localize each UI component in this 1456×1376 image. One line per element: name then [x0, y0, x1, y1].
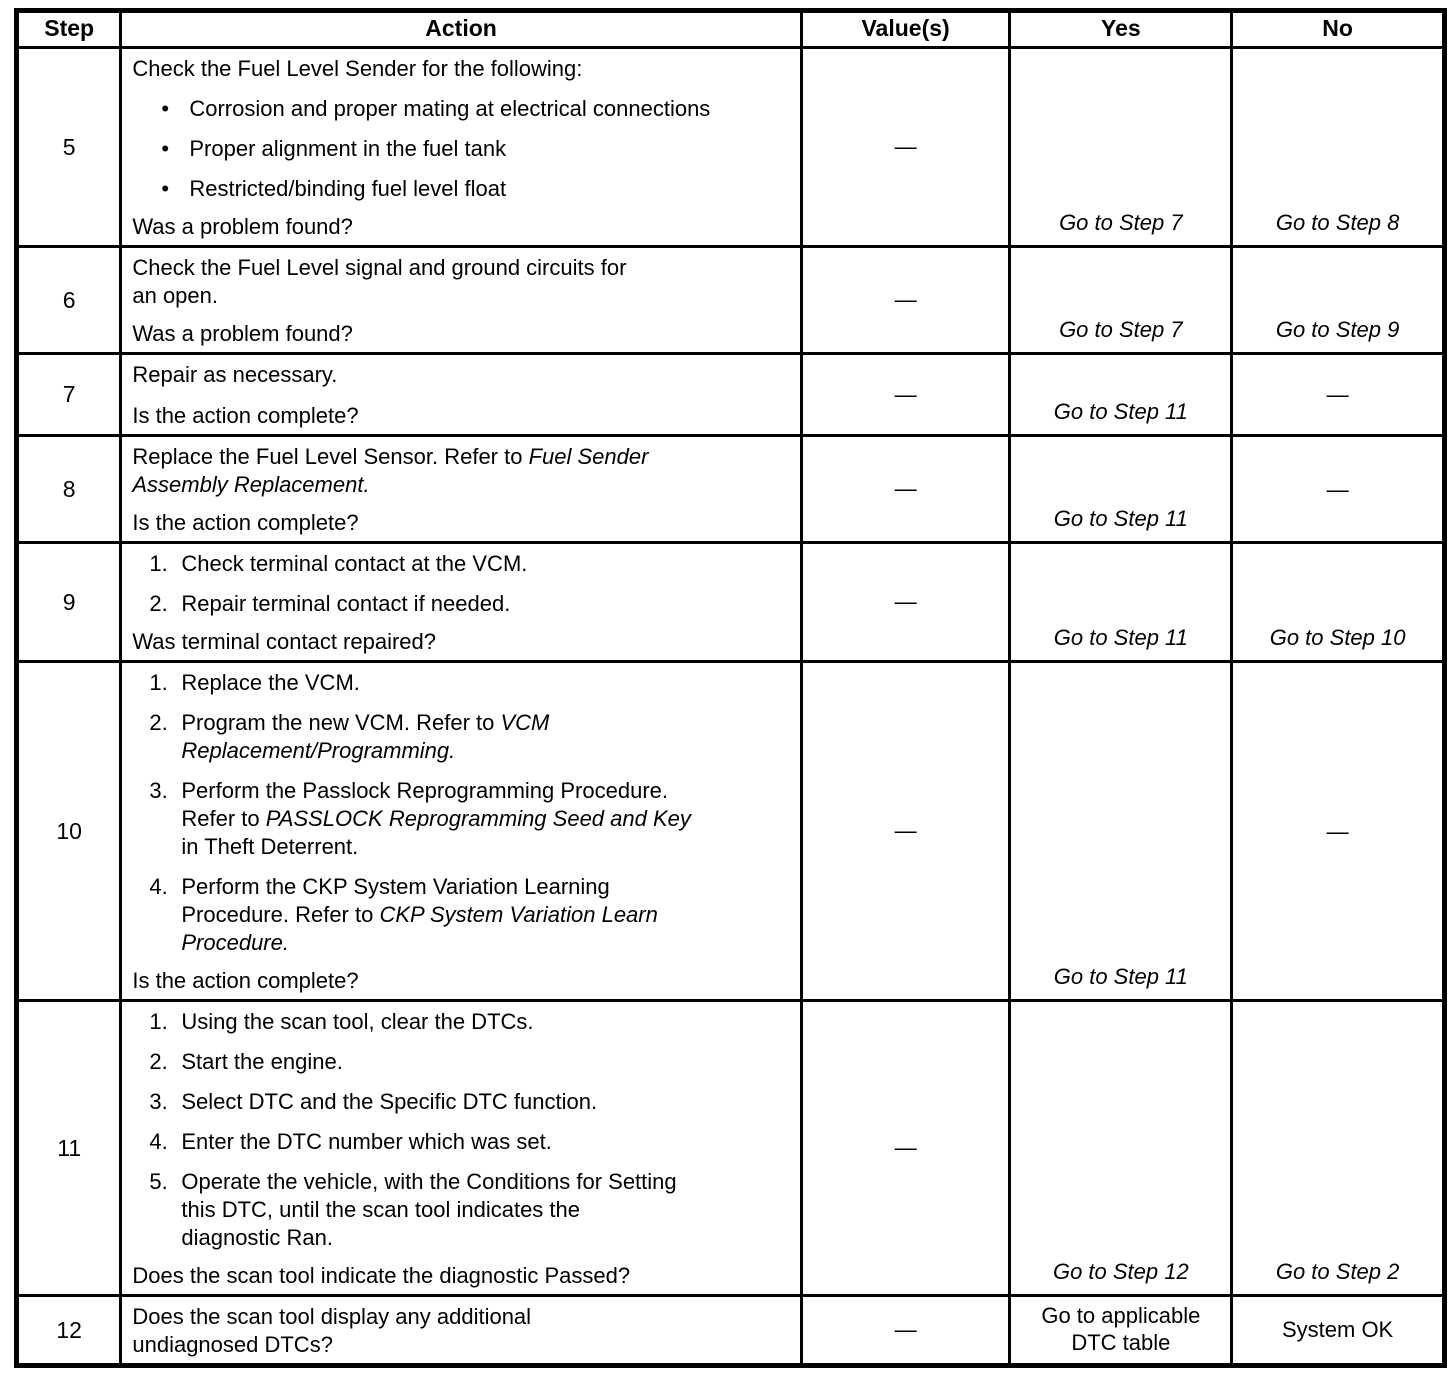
action-cell	[121, 1296, 801, 1366]
text-segment: Corrosion and proper mating at electrical connections	[189, 96, 711, 121]
bullet-icon: •	[161, 96, 170, 121]
item-text	[181, 777, 691, 861]
values-cell: —	[801, 436, 1010, 543]
yes-result-text: Go to Step 7	[1059, 210, 1183, 235]
text-segment: Replace the VCM.	[181, 670, 360, 695]
action-cell	[121, 436, 801, 543]
item-text	[181, 873, 658, 957]
table-row	[17, 662, 1445, 1001]
italic-reference-text: CKP System Variation Learn	[379, 902, 658, 927]
values-cell: —	[801, 247, 1010, 354]
col-header-yes: Yes	[1010, 11, 1232, 48]
no-cell	[1232, 48, 1445, 247]
bullet-text	[189, 95, 710, 123]
action-text	[132, 361, 791, 389]
bullet-item	[132, 135, 791, 163]
no-cell: —	[1232, 354, 1445, 436]
yes-result-text: Go to Step 12	[1052, 1259, 1189, 1284]
yes-cell	[1010, 436, 1232, 543]
table-row	[17, 436, 1445, 543]
action-blocks	[132, 669, 791, 957]
action-content	[122, 355, 799, 434]
table-header	[17, 11, 1445, 48]
item-number: 2.	[149, 591, 168, 616]
yes-result-text: Go to Step 11	[1053, 964, 1188, 989]
item-number: 5.	[149, 1169, 168, 1194]
item-number: 2.	[149, 710, 168, 735]
text-segment: Refer to	[181, 806, 266, 831]
step-cell: 6	[17, 247, 121, 354]
numbered-item	[132, 1128, 791, 1156]
italic-reference-text: VCM	[500, 710, 550, 735]
numbered-item	[132, 1168, 791, 1252]
action-cell	[121, 48, 801, 247]
item-number: 3.	[149, 778, 168, 803]
yes-cell	[1010, 247, 1232, 354]
action-blocks	[132, 443, 791, 499]
table-row	[17, 1001, 1445, 1296]
yes-cell	[1010, 1296, 1232, 1366]
numbered-item	[132, 1048, 791, 1076]
action-cell	[121, 543, 801, 662]
text-segment: in Theft Deterrent.	[181, 834, 359, 859]
item-number: 2.	[149, 1049, 168, 1074]
numbered-item	[132, 1008, 791, 1036]
header-row	[17, 11, 1445, 48]
item-text	[181, 1008, 533, 1036]
action-content	[122, 544, 799, 660]
action-question: Does the scan tool indicate the diagnostic Passed?	[132, 1263, 631, 1288]
yes-result-text: Go to applicable DTC table	[1041, 1303, 1201, 1355]
yes-result-text: Go to Step 7	[1059, 317, 1183, 342]
action-blocks	[132, 254, 791, 310]
yes-result-text: Go to Step 11	[1053, 625, 1188, 650]
text-segment: Check the Fuel Level signal and ground circuits for	[132, 255, 627, 280]
bullet-text	[189, 135, 506, 163]
col-header-step: Step	[17, 11, 121, 48]
values-cell: —	[801, 354, 1010, 436]
item-text	[181, 1088, 597, 1116]
values-cell: —	[801, 662, 1010, 1001]
item-text	[181, 1048, 342, 1076]
numbered-item	[132, 873, 791, 957]
text-segment: Repair terminal contact if needed.	[181, 591, 511, 616]
text-segment: this DTC, until the scan tool indicates the	[181, 1197, 581, 1222]
text-segment: Procedure. Refer to	[181, 902, 380, 927]
table-row	[17, 1296, 1445, 1366]
italic-reference-text: Assembly Replacement.	[132, 472, 370, 497]
yes-cell	[1010, 48, 1232, 247]
action-question: Is the action complete?	[132, 968, 359, 993]
action-blocks	[132, 1303, 791, 1359]
item-text	[181, 550, 527, 578]
table-row	[17, 543, 1445, 662]
item-number: 1.	[149, 670, 168, 695]
action-content	[122, 49, 799, 245]
no-result-text: Go to Step 9	[1275, 317, 1400, 342]
text-segment: Operate the vehicle, with the Conditions for Setting	[181, 1169, 677, 1194]
action-blocks	[132, 55, 791, 203]
values-cell: —	[801, 543, 1010, 662]
item-text	[181, 590, 510, 618]
yes-cell	[1010, 1001, 1232, 1296]
no-cell: —	[1232, 436, 1445, 543]
text-segment: Repair as necessary.	[132, 362, 338, 387]
step-cell: 11	[17, 1001, 121, 1296]
bullet-text	[189, 175, 506, 203]
table-row	[17, 247, 1445, 354]
italic-reference-text: Fuel Sender	[528, 444, 649, 469]
no-cell	[1232, 1296, 1445, 1366]
no-cell: —	[1232, 662, 1445, 1001]
no-result-text: System OK	[1281, 1316, 1394, 1342]
numbered-item	[132, 550, 791, 578]
action-content	[122, 1002, 799, 1294]
action-text	[132, 254, 791, 310]
text-segment: Perform the Passlock Reprogramming Procedure.	[181, 778, 669, 803]
italic-reference-text: Replacement/Programming.	[181, 738, 456, 763]
text-segment: Does the scan tool display any additional	[132, 1304, 532, 1329]
text-segment: Perform the CKP System Variation Learning	[181, 874, 610, 899]
item-text	[181, 669, 360, 697]
yes-cell	[1010, 543, 1232, 662]
col-header-no: No	[1232, 11, 1445, 48]
no-result-text: Go to Step 10	[1269, 625, 1406, 650]
action-blocks	[132, 550, 791, 618]
step-cell: 8	[17, 436, 121, 543]
yes-result-text: Go to Step 11	[1053, 399, 1188, 424]
bullet-icon: •	[161, 136, 170, 161]
text-segment: diagnostic Ran.	[181, 1225, 334, 1250]
italic-reference-text: Procedure.	[181, 930, 289, 955]
text-segment: Check terminal contact at the VCM.	[181, 551, 528, 576]
action-content	[122, 248, 799, 352]
item-text	[181, 1128, 551, 1156]
action-question: Was terminal contact repaired?	[132, 629, 437, 654]
action-content	[122, 437, 799, 541]
text-segment: Select DTC and the Specific DTC function.	[181, 1089, 598, 1114]
numbered-item	[132, 590, 791, 618]
action-cell	[121, 662, 801, 1001]
yes-result-text: Go to Step 11	[1053, 506, 1188, 531]
text-segment: an open.	[132, 283, 218, 308]
text-segment: Proper alignment in the fuel tank	[189, 136, 507, 161]
action-question: Was a problem found?	[132, 214, 353, 239]
text-segment: Replace the Fuel Level Sensor. Refer to	[132, 444, 529, 469]
values-cell: —	[801, 1296, 1010, 1366]
no-cell	[1232, 1001, 1445, 1296]
action-text	[132, 443, 791, 499]
item-number: 1.	[149, 1009, 168, 1034]
diagnostic-table	[14, 8, 1447, 1368]
item-number: 3.	[149, 1089, 168, 1114]
table-row	[17, 354, 1445, 436]
action-question: Is the action complete?	[132, 403, 359, 428]
item-text	[181, 709, 549, 765]
step-cell: 10	[17, 662, 121, 1001]
action-blocks	[132, 361, 791, 389]
text-segment: Start the engine.	[181, 1049, 343, 1074]
col-header-action: Action	[121, 11, 801, 48]
step-cell: 5	[17, 48, 121, 247]
text-segment: undiagnosed DTCs?	[132, 1332, 333, 1357]
text-segment: Using the scan tool, clear the DTCs.	[181, 1009, 534, 1034]
numbered-item	[132, 709, 791, 765]
action-question: Is the action complete?	[132, 510, 359, 535]
item-number: 4.	[149, 874, 168, 899]
bullet-item	[132, 175, 791, 203]
action-question: Was a problem found?	[132, 321, 353, 346]
item-number: 1.	[149, 551, 168, 576]
text-segment: Enter the DTC number which was set.	[181, 1129, 552, 1154]
step-cell: 9	[17, 543, 121, 662]
no-result-text: Go to Step 8	[1275, 210, 1400, 235]
no-result-text: Go to Step 2	[1275, 1259, 1400, 1284]
numbered-item	[132, 669, 791, 697]
table-row	[17, 48, 1445, 247]
bullet-icon: •	[161, 176, 170, 201]
text-segment: Program the new VCM. Refer to	[181, 710, 501, 735]
values-cell: —	[801, 48, 1010, 247]
table-body	[17, 48, 1445, 1366]
step-cell: 7	[17, 354, 121, 436]
item-text	[181, 1168, 676, 1252]
yes-cell	[1010, 662, 1232, 1001]
yes-cell	[1010, 354, 1232, 436]
bullet-item	[132, 95, 791, 123]
action-content	[122, 663, 799, 999]
numbered-item	[132, 1088, 791, 1116]
action-cell	[121, 354, 801, 436]
action-text	[132, 55, 791, 83]
italic-reference-text: PASSLOCK Reprogramming Seed and Key	[265, 806, 691, 831]
action-cell	[121, 247, 801, 354]
text-segment: Check the Fuel Level Sender for the following:	[132, 56, 583, 81]
action-blocks	[132, 1008, 791, 1252]
item-number: 4.	[149, 1129, 168, 1154]
action-cell	[121, 1001, 801, 1296]
action-text	[132, 1303, 791, 1359]
action-content	[122, 1297, 799, 1363]
step-cell: 12	[17, 1296, 121, 1366]
text-segment: Restricted/binding fuel level float	[189, 176, 507, 201]
no-cell	[1232, 543, 1445, 662]
values-cell: —	[801, 1001, 1010, 1296]
no-cell	[1232, 247, 1445, 354]
col-header-values: Value(s)	[801, 11, 1010, 48]
numbered-item	[132, 777, 791, 861]
